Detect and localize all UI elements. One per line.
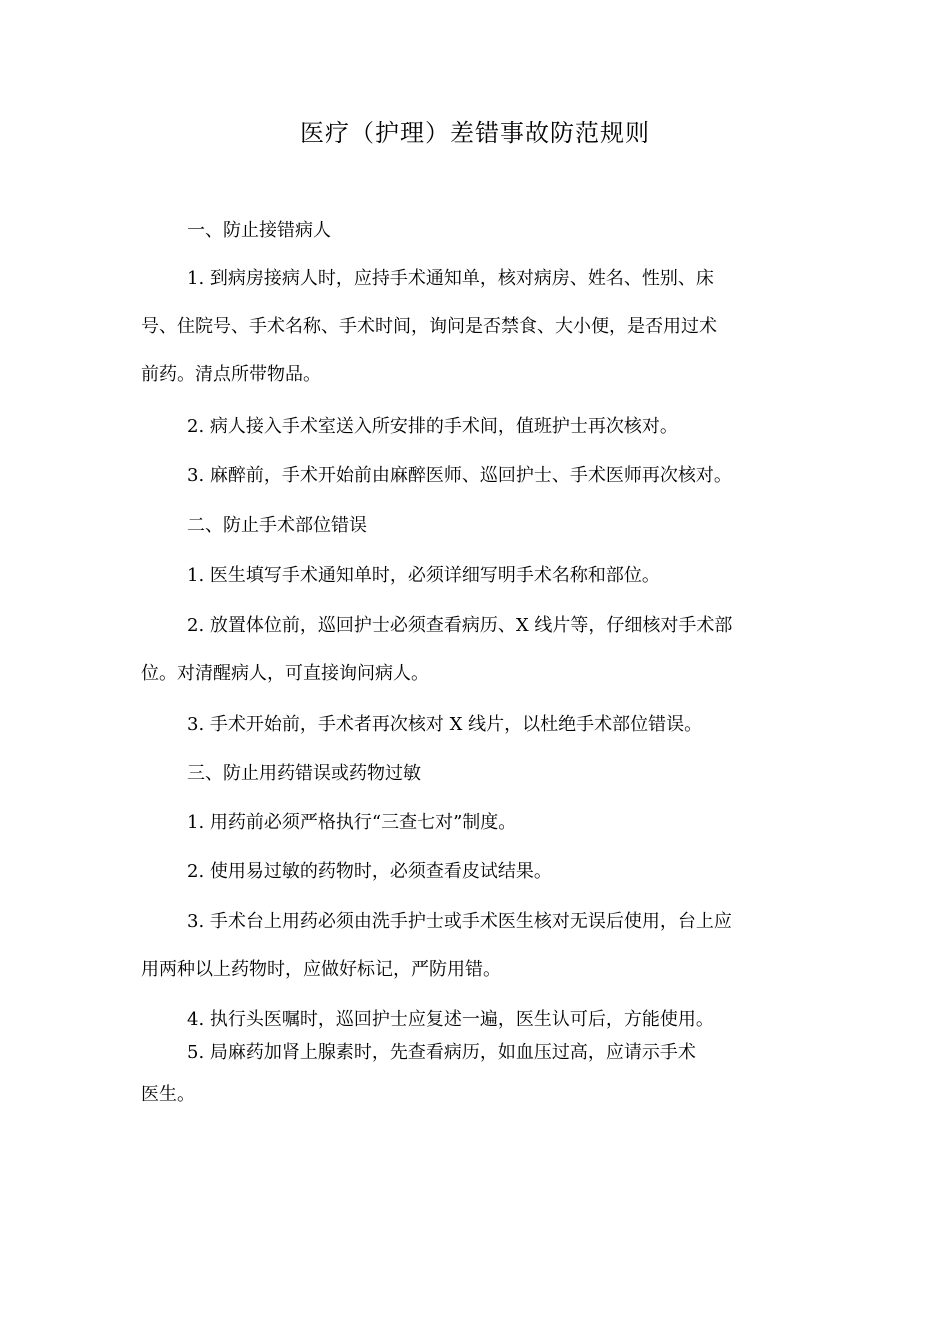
list-item bbox=[141, 255, 841, 399]
paragraph-line: 2. 放置体位前，巡回护士必须查看病历、X 线片等，仔细核对手术部 bbox=[187, 615, 733, 636]
paragraph-line: 前药。清点所带物品。 bbox=[141, 364, 321, 385]
paragraph-line: 用两种以上药物时，应做好标记，严防用错。 bbox=[141, 959, 501, 980]
paragraph-line: 1. 医生填写手术通知单时，必须详细写明手术名称和部位。 bbox=[187, 565, 660, 586]
section-heading bbox=[141, 502, 841, 550]
paragraph-line: 1. 用药前必须严格执行“三查七对”制度。 bbox=[187, 812, 517, 833]
paragraph-line: 2. 病人接入手术室送入所安排的手术间，值班护士再次核对。 bbox=[187, 416, 678, 437]
list-item bbox=[141, 1039, 841, 1123]
list-item bbox=[141, 799, 841, 847]
section-heading-text: 三、防止用药错误或药物过敏 bbox=[187, 763, 421, 784]
list-item bbox=[141, 452, 841, 500]
list-item bbox=[141, 848, 841, 896]
section-heading-text: 二、防止手术部位错误 bbox=[187, 515, 367, 536]
paragraph-line: 3. 手术开始前，手术者再次核对 X 线片，以杜绝手术部位错误。 bbox=[187, 714, 703, 735]
paragraph-line: 2. 使用易过敏的药物时，必须查看皮试结果。 bbox=[187, 861, 552, 882]
paragraph-line: 4. 执行头医嘱时，巡回护士应复述一遍，医生认可后，方能使用。 bbox=[187, 1009, 714, 1030]
section-heading bbox=[141, 750, 841, 798]
paragraph-line: 位。对清醒病人，可直接询问病人。 bbox=[141, 663, 429, 684]
paragraph-line: 医生。 bbox=[141, 1084, 195, 1105]
paragraph-line: 号、住院号、手术名称、手术时间，询问是否禁食、大小便，是否用过术 bbox=[141, 316, 717, 337]
paragraph-line: 1. 到病房接病人时，应持手术通知单，核对病房、姓名、性别、床 bbox=[187, 268, 714, 289]
list-item bbox=[141, 701, 841, 749]
section-heading bbox=[141, 207, 841, 255]
list-item bbox=[141, 602, 841, 698]
paragraph-line: 3. 手术台上用药必须由洗手护士或手术医生核对无误后使用，台上应 bbox=[187, 911, 732, 932]
list-item bbox=[141, 898, 841, 994]
paragraph-line: 3. 麻醉前，手术开始前由麻醉医师、巡回护士、手术医师再次核对。 bbox=[187, 465, 732, 486]
document-title: 医疗（护理）差错事故防范规则 bbox=[300, 119, 650, 147]
list-item bbox=[141, 552, 841, 600]
paragraph-line: 5. 局麻药加肾上腺素时，先查看病历，如血压过高，应请示手术 bbox=[187, 1042, 696, 1063]
list-item bbox=[141, 403, 841, 451]
list-item bbox=[141, 996, 841, 1044]
section-heading-text: 一、防止接错病人 bbox=[187, 220, 331, 241]
